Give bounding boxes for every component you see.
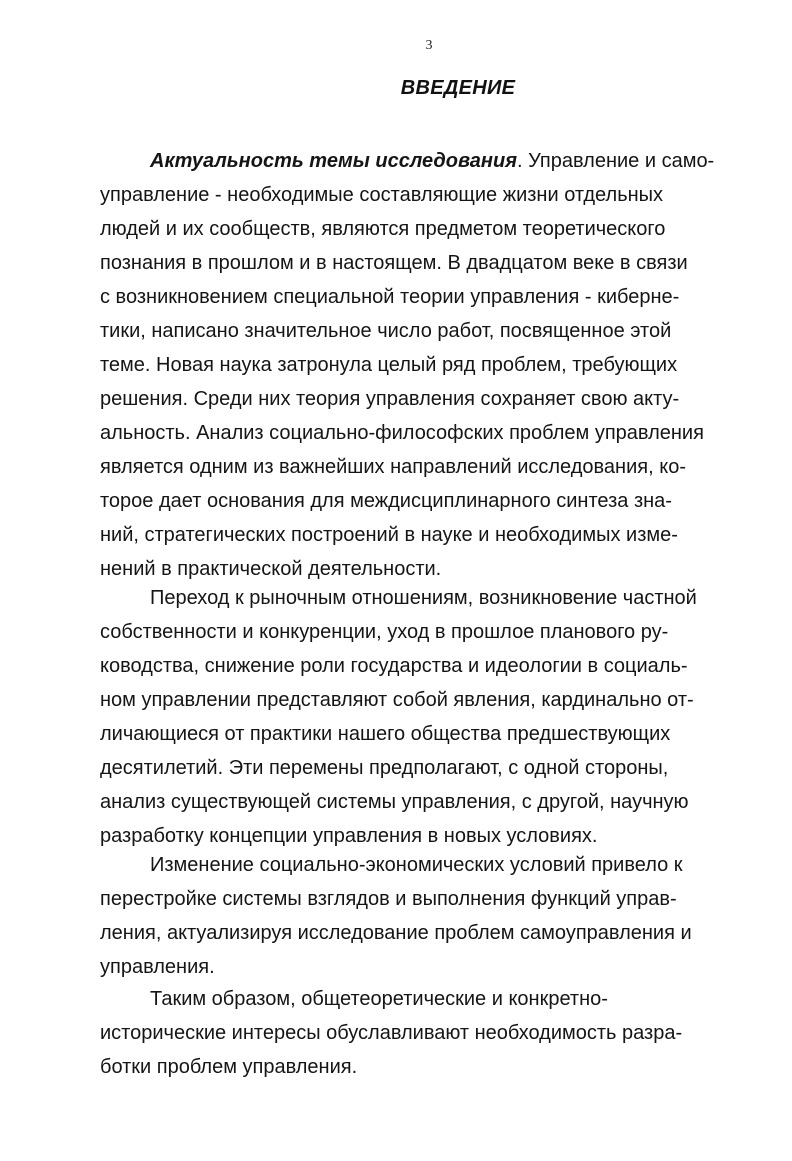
paragraph-line: ботки проблем управления. bbox=[100, 1056, 358, 1078]
paragraph-line: с возникновением специальной теории управления - киберне- bbox=[100, 286, 680, 308]
paragraph-line bbox=[100, 144, 714, 178]
paragraph-line: Переход к рыночным отношениям, возникновение частной bbox=[150, 587, 697, 609]
paragraph-line: Изменение социально-экономических условий привело к bbox=[150, 854, 683, 876]
paragraph-line: управление - необходимые составляющие жизни отдельных bbox=[100, 184, 664, 206]
paragraph-line: решения. Среди них теория управления сохраняет свою акту- bbox=[100, 388, 680, 410]
lead-bold-phrase: Актуальность темы исследования bbox=[150, 150, 517, 172]
paragraph-line: анализ существующей системы управления, с другой, научную bbox=[100, 791, 689, 813]
paragraph-line: является одним из важнейших направлений исследования, ко- bbox=[100, 456, 686, 478]
paragraph-line: разработку концепции управления в новых условиях. bbox=[100, 825, 598, 847]
paragraph-line: десятилетий. Эти перемены предполагают, с одной стороны, bbox=[100, 757, 669, 779]
paragraph-line: альность. Анализ социально-философских проблем управления bbox=[100, 422, 704, 444]
paragraph-market-transition bbox=[100, 581, 697, 853]
paragraph-line: людей и их сообществ, являются предметом теоретического bbox=[100, 218, 666, 240]
paragraph-relevance bbox=[100, 144, 714, 586]
paragraph-line: исторические интересы обуславливают необходимость разра- bbox=[100, 1022, 683, 1044]
paragraph-line: тики, написано значительное число работ, посвященное этой bbox=[100, 320, 672, 342]
paragraph-line: теме. Новая наука затронула целый ряд проблем, требующих bbox=[100, 354, 678, 376]
paragraph-line: познания в прошлом и в настоящем. В двадцатом веке в связи bbox=[100, 252, 688, 274]
paragraph-line: нений в практической деятельности. bbox=[100, 558, 442, 580]
section-heading: ВВЕДЕНИЕ bbox=[400, 77, 516, 99]
paragraph-line: торое дает основания для междисциплинарного синтеза зна- bbox=[100, 490, 672, 512]
paragraph-socioeconomic-change bbox=[100, 848, 692, 984]
paragraph-line: Таким образом, общетеоретические и конкретно- bbox=[150, 988, 608, 1010]
paragraph-line: собственности и конкуренции, уход в прошлое планового ру- bbox=[100, 621, 669, 643]
paragraph-conclusion bbox=[100, 982, 682, 1084]
paragraph-line: ления, актуализируя исследование проблем самоуправления и bbox=[100, 922, 692, 944]
paragraph-line: управления. bbox=[100, 956, 215, 978]
paragraph-line: личающиеся от практики нашего общества предшествующих bbox=[100, 723, 671, 745]
paragraph-line: перестройке системы взглядов и выполнения функций управ- bbox=[100, 888, 677, 910]
line-text: . Управление и само- bbox=[516, 150, 715, 172]
paragraph-line: ний, стратегических построений в науке и необходимых изме- bbox=[100, 524, 678, 546]
page-number: 3 bbox=[425, 38, 433, 53]
paragraph-line: ном управлении представляют собой явления, кардинально от- bbox=[100, 689, 694, 711]
paragraph-line: ководства, снижение роли государства и идеологии в социаль- bbox=[100, 655, 688, 677]
